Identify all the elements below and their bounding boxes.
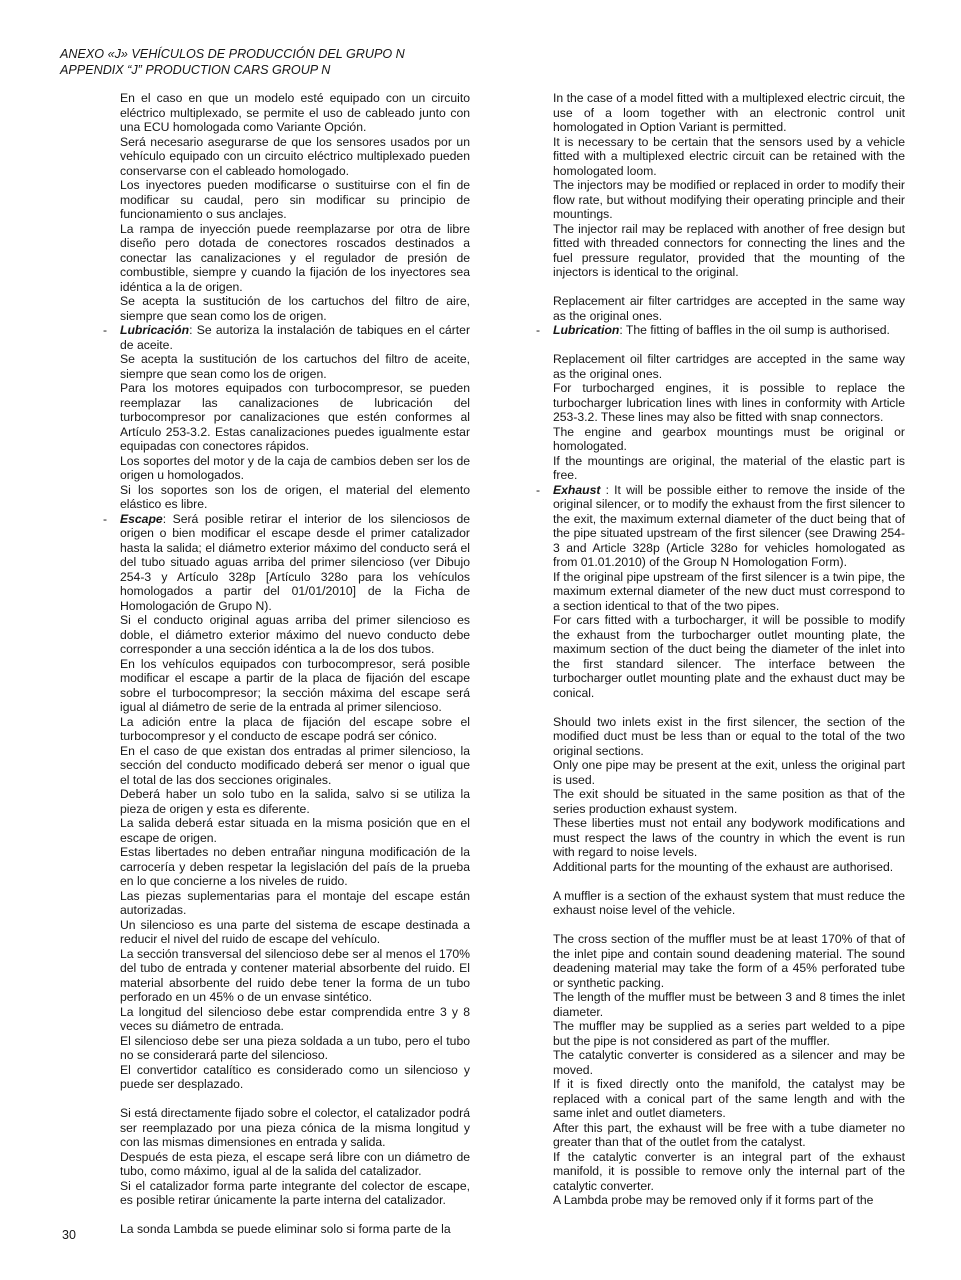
paragraph: En el caso de que existan dos entradas al primer silencioso, la sección del conducto modificado deberá ser menor o igual que el total de las dos secciones originales. [120,743,470,787]
paragraph: Después de esta pieza, el escape será libre con un diámetro de tubo, como máximo, igual al de la salida del catalizador. [120,1149,470,1178]
paragraph: For turbocharged engines, it is possible to replace the turbocharger lubrication lines with lines in conformity with Article 253-3.2. These lines may also be fitted with snap connectors. [553,381,905,424]
paragraph-text: : It will be possible either to remove the inside of the original silencer, or to modify the exhaust from the first silencer to the exit, the maximum external diameter of the duct being that of the pipe situated upstream of the first silencer (see Drawing 254-3 and Article 328p (Article 328o for vehicles homologated as from 01.01.2010) of the Group N Homologation Form). [553,482,905,569]
paragraph: Si el conducto original aguas arriba del primer silencioso es doble, el diámetro exterior máximo del nuevo conducto debe corresponder a una sección idéntica a la de los dos tubos. [120,613,470,656]
paragraph: It is necessary to be certain that the sensors used by a vehicle fitted with a multiplexed electric circuit can be retained with the homologated loom. [553,134,905,178]
paragraph: Si los soportes son los de origen, el material del elemento elástico es libre. [120,482,470,511]
paragraph: The length of the muffler must be between 3 and 8 times the inlet diameter. [553,990,905,1019]
paragraph: Replacement air filter cartridges are accepted in the same way as the original ones. [553,294,905,323]
column-spanish [103,91,470,1237]
paragraph-text: : Será posible retirar el interior de los silenciosos de origen o bien modificar el escape desde el primer catalizador hasta la salida; el diámetro exterior máximo del conducto será el del tubo situado aguas arriba del primer silencioso (ver Dibujo 254-3 y Artículo 328p [Artículo 328o para los vehículos homologados a partir del 01/01/2010] de la Ficha de Homologación de Grupo N). [120,511,470,613]
paragraph: Additional parts for the mounting of the exhaust are authorised. [553,859,894,874]
paragraph: En los vehículos equipados con turbocompresor, será posible modificar el escape a partir de la placa de fijación del escape sobre el turbocompresor; la sección máxima del escape será igual al diámetro de serie de la entrada al primer silencioso. [120,656,470,714]
paragraph: Only one pipe may be present at the exit, unless the original part is used. [553,758,905,787]
paragraph: Para los motores equipados con turbocompresor, se pueden reemplazar las canalizaciones de lubricación del turbocompresor por canalizaciones que estén conformes al Artículo 253-3.2. Estas canalizaciones puedes igualmente estar equipadas con conectores rápidos. [120,381,470,453]
bullet-lead: Lubricación [120,323,190,337]
bullet-dash: - [103,323,108,337]
paragraph: The exit should be situated in the same position as that of the series production exhaust system. [553,787,905,816]
bullet-paragraph [536,323,905,338]
paragraph: If the catalytic converter is an integral part of the exhaust manifold, it is possible to remove only the internal part of the catalytic converter. [553,1149,905,1193]
paragraph: If the mountings are original, the material of the elastic part is free. [553,453,905,482]
document-header [60,47,405,78]
paragraph: Should two inlets exist in the first silencer, the section of the modified duct must be less than or equal to the total of the two original sections. [553,714,905,758]
paragraph: If the original pipe upstream of the first silencer is a twin pipe, the maximum external diameter of the new duct must correspond to a section identical to that of the two pipes. [553,569,905,613]
paragraph: These liberties must not entail any bodywork modifications and must respect the laws of the country in which the event is run with regard to noise levels. [553,816,905,859]
paragraph: Los inyectores pueden modificarse o sustituirse con el fin de modificar su caudal, pero sin modificar su principio de funcionamiento o sus anclajes. [120,178,470,221]
paragraph: Replacement oil filter cartridges are accepted in the same way as the original ones. [553,352,905,381]
paragraph: The catalytic converter is considered as a silencer and may be moved. [553,1048,905,1077]
bullet-dash: - [536,323,541,337]
bullet-lead: Exhaust [553,482,601,497]
paragraph: A Lambda probe may be removed only if it forms part of the [553,1193,874,1207]
paragraph: If it is fixed directly onto the manifold, the catalyst may be replaced with a conical part of the same length and with the same inlet and outlet diameters. [553,1077,905,1120]
paragraph: La adición entre la placa de fijación del escape sobre el turbocompresor y el conducto de escape podrá ser cónico. [120,714,470,743]
paragraph: La sección transversal del silencioso debe ser al menos el 170% del tubo de entrada y contener material absorbente del ruido. El material absorbente del ruido debe tener la forma de un tubo perforado en un 45% o de un envase sintético. [120,946,470,1004]
paragraph: Estas libertades no deben entrañar ninguna modificación de la carrocería y deben respetar la legislación del país de la prueba en lo que concierne a los niveles de ruido. [120,845,470,888]
header-title-spanish: ANEXO «J» VEHÍCULOS DE PRODUCCIÓN DEL GRUPO N [60,47,405,61]
paragraph: Deberá haber un solo tubo en la salida, salvo si se utiliza la pieza de origen y esta es diferente. [120,787,470,816]
paragraph: El silencioso debe ser una pieza soldada a un tubo, pero el tubo no se considerará parte del silencioso. [120,1033,470,1062]
bullet-paragraph [103,511,470,614]
paragraph: Los soportes del motor y de la caja de cambios deben ser los de origen u homologados. [120,453,470,482]
paragraph: Será necesario asegurarse de que los sensores usados por un vehículo equipado con un circuito eléctrico multiplexado pueden conservarse con el cableado homologado. [120,134,470,178]
paragraph: La rampa de inyección puede reemplazarse por otra de libre diseño pero dotada de conectores roscados destinados a conectar las canalizaciones y el regulador de presión de combustible, siempre y cuando la fijación de los inyectores sea idéntica a la de origen. [120,221,470,294]
bullet-dash: - [536,482,541,497]
bullet-lead: Lubrication [553,323,620,337]
bullet-dash: - [103,511,108,526]
paragraph: For cars fitted with a turbocharger, it will be possible to modify the exhaust from the turbocharger outlet mounting plate, the maximum section of the duct being the diameter of the inlet into the first standard silencer. The interface between the turbocharger outlet mounting plate and the exhaust duct may be conical. [553,613,905,700]
bullet-paragraph [536,482,905,570]
column-english [536,91,905,1208]
paragraph: Las piezas suplementarias para el montaje del escape están autorizadas. [120,888,470,917]
paragraph: In the case of a model fitted with a multiplexed electric circuit, the use of a loom together with an electronic control unit homologated in Option Variant is permitted. [553,91,905,134]
paragraph: Si está directamente fijado sobre el colector, el catalizador podrá ser reemplazado por una pieza cónica de la misma longitud y con las mismas dimensiones en entrada y salida. [120,1106,470,1149]
paragraph: Un silencioso es una parte del sistema de escape destinada a reducir el nivel del ruido de escape del vehículo. [120,917,470,946]
paragraph: Se acepta la sustitución de los cartuchos del filtro de aire, siempre que sean como los de origen. [120,294,470,323]
paragraph: La salida deberá estar situada en la misma posición que en el escape de origen. [120,816,470,845]
paragraph: La longitud del silencioso debe estar comprendida entre 3 y 8 veces su diámetro de entrada. [120,1004,470,1033]
paragraph-text: : The fitting of baffles in the oil sump is authorised. [619,323,890,337]
paragraph: The engine and gearbox mountings must be original or homologated. [553,424,905,453]
paragraph: The injectors may be modified or replaced in order to modify their flow rate, but without modifying their operating principle and their mountings. [553,178,905,221]
paragraph: En el caso en que un modelo esté equipado con un circuito eléctrico multiplexado, se permite el uso de cableado junto con una ECU homologada como Variante Opción. [120,91,470,134]
paragraph: The injector rail may be replaced with another of free design but fitted with threaded connectors for connecting the lines and the fuel pressure regulator, provided that the mounting of the injectors is identical to the original. [553,221,905,279]
paragraph-text: : Se autoriza la instalación de tabiques en el cárter de aceite. [120,323,470,352]
paragraph: Si el catalizador forma parte integrante del colector de escape, es posible retirar únicamente la parte interna del catalizador. [120,1178,470,1207]
paragraph: El convertidor catalítico es considerado como un silencioso y puede ser desplazado. [120,1062,470,1091]
paragraph: Se acepta la sustitución de los cartuchos del filtro de aceite, siempre que sean como los de origen. [120,352,470,381]
paragraph: La sonda Lambda se puede eliminar solo si forma parte de la [120,1222,451,1236]
paragraph: The cross section of the muffler must be at least 170% of that of the inlet pipe and contain sound deadening material. The sound deadening material may take the form of a 45% perforated tube or synthetic packing. [553,932,905,990]
paragraph: A muffler is a section of the exhaust system that must reduce the exhaust noise level of the vehicle. [553,888,905,917]
bullet-lead: Escape [120,511,163,526]
bullet-paragraph [103,323,470,352]
paragraph: After this part, the exhaust will be free with a tube diameter no greater than that of the outlet from the catalyst. [553,1120,905,1149]
paragraph: The muffler may be supplied as a series part welded to a pipe but the pipe is not considered as part of the muffler. [553,1019,905,1048]
header-title-english: APPENDIX “J” PRODUCTION CARS GROUP N [60,62,331,77]
page-number: 30 [62,1228,76,1242]
